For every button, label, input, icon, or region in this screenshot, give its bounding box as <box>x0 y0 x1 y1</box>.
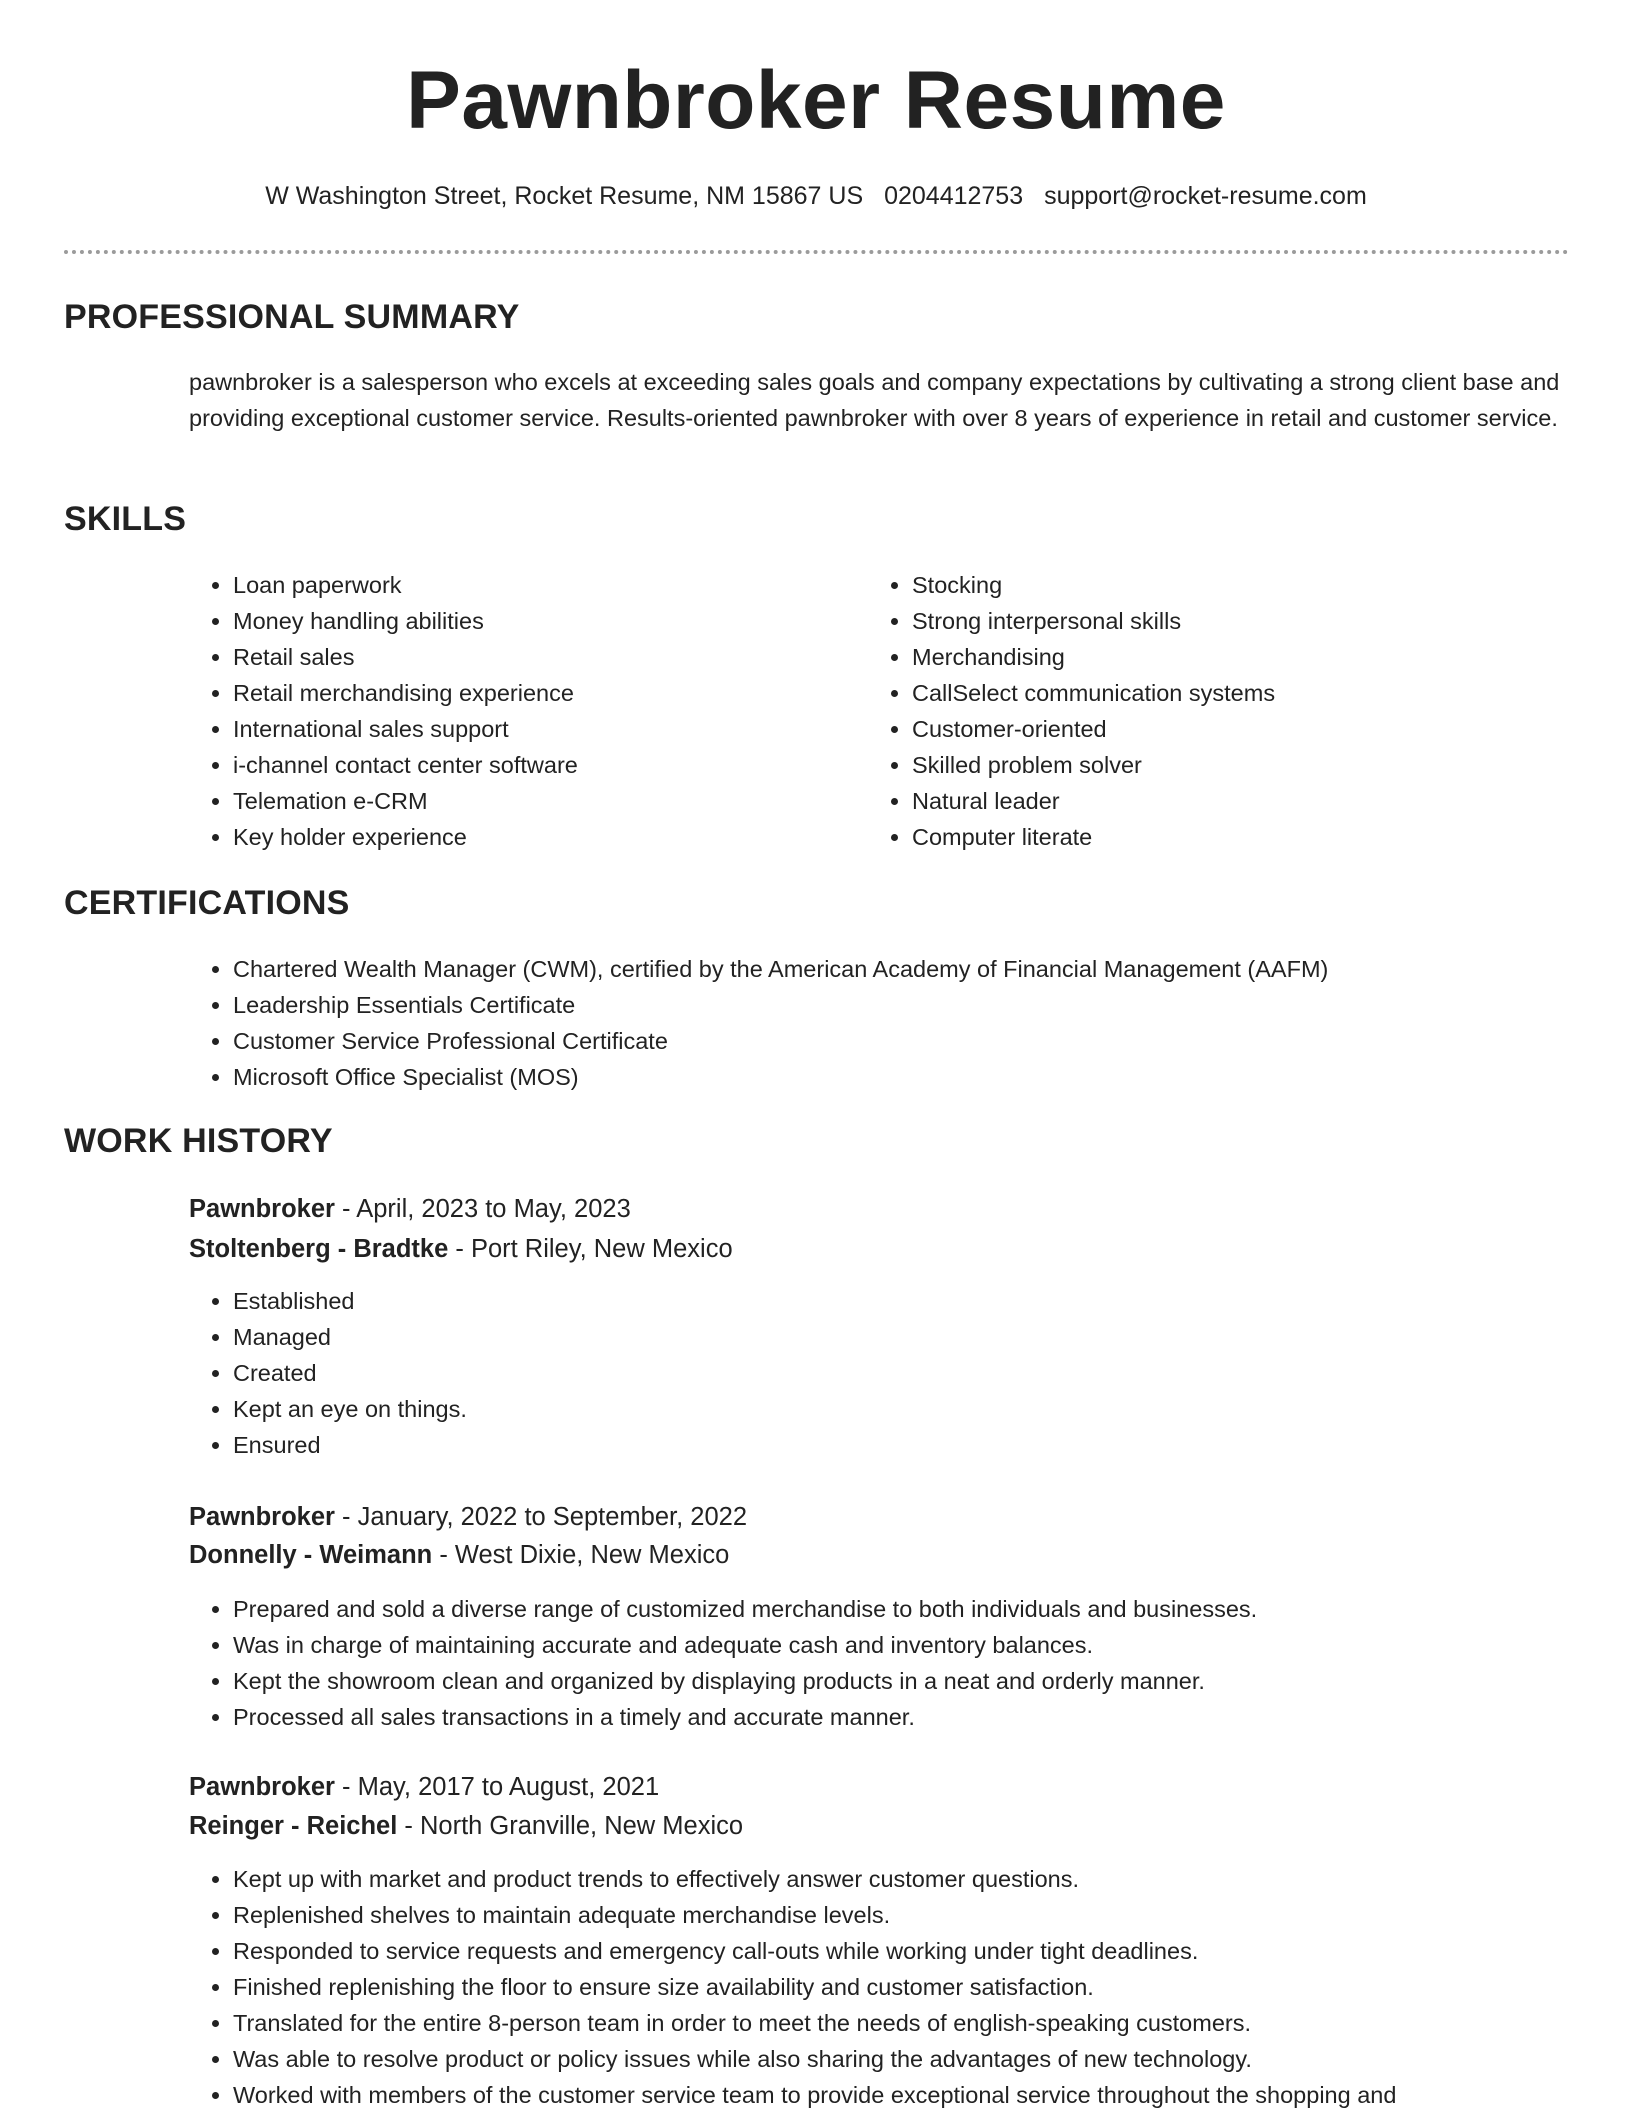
job-company-line <box>189 1808 743 1844</box>
skills-list-left <box>189 567 853 855</box>
list-item: • Created <box>233 1355 1613 1391</box>
job-role: Pawnbroker <box>189 1503 335 1531</box>
job-company: Stoltenberg - Bradtke <box>189 1235 449 1263</box>
skills-list-right <box>868 567 1572 855</box>
list-item: • Skilled problem solver <box>912 747 1572 783</box>
job-dates: - May, 2017 to August, 2021 <box>334 1773 660 1801</box>
list-item: • Microsoft Office Specialist (MOS) <box>233 1059 1613 1095</box>
list-item: • Computer literate <box>912 819 1572 855</box>
list-item: • Customer Service Professional Certificate <box>233 1023 1613 1059</box>
list-item: • Worked with members of the customer service team to provide exceptional service throughout the shopping and <box>233 2077 1613 2112</box>
list-item: • Kept the showroom clean and organized by displaying products in a neat and orderly manner. <box>233 1663 1613 1699</box>
job-company: Donnelly - Weimann <box>189 1541 433 1569</box>
contact-address: W Washington Street, Rocket Resume, NM 15867 US <box>265 182 864 210</box>
list-item: • Leadership Essentials Certificate <box>233 987 1613 1023</box>
list-item: • Merchandising <box>912 639 1572 675</box>
list-item: • Customer-oriented <box>912 711 1572 747</box>
list-item: • Telemation e-CRM <box>233 783 853 819</box>
list-item: • Stocking <box>912 567 1572 603</box>
list-item: • Natural leader <box>912 783 1572 819</box>
list-item: • Responded to service requests and emergency call-outs while working under tight deadlines. <box>233 1933 1613 1969</box>
job-bullets <box>189 1591 1613 1735</box>
job-title-line <box>189 1499 747 1535</box>
work-history-heading: WORK HISTORY <box>64 1122 333 1160</box>
list-item: • Ensured <box>233 1427 1613 1463</box>
page-title: Pawnbroker Resume <box>406 55 1226 146</box>
list-item: • Prepared and sold a diverse range of customized merchandise to both individuals and businesses. <box>233 1591 1613 1627</box>
list-item: • Established <box>233 1283 1613 1319</box>
skills-heading: SKILLS <box>64 500 187 538</box>
job-company-line <box>189 1231 733 1267</box>
list-item: • Managed <box>233 1319 1613 1355</box>
list-item: • Retail sales <box>233 639 853 675</box>
contact-email: support@rocket-resume.com <box>1044 182 1367 210</box>
list-item: • Retail merchandising experience <box>233 675 853 711</box>
list-item: • Chartered Wealth Manager (CWM), certified by the American Academy of Financial Management (AAFM) <box>233 951 1613 987</box>
list-item: • Translated for the entire 8-person team in order to meet the needs of english-speaking customers. <box>233 2005 1613 2041</box>
summary-text: pawnbroker is a salesperson who excels at exceeding sales goals and company expectations by cultivating a strong client base and providing exceptional customer service. Results-oriented pawnbroker with over 8 years of experience in retail and customer service. <box>189 369 1560 431</box>
list-item: • Kept an eye on things. <box>233 1391 1613 1427</box>
job-dates: - April, 2023 to May, 2023 <box>334 1195 631 1223</box>
job-dates: - January, 2022 to September, 2022 <box>334 1503 748 1531</box>
job-bullets <box>189 1283 1613 1463</box>
list-item: • CallSelect communication systems <box>912 675 1572 711</box>
contact-phone: 0204412753 <box>884 182 1024 210</box>
job-company: Reinger - Reichel <box>189 1812 398 1840</box>
list-item: • Strong interpersonal skills <box>912 603 1572 639</box>
list-item: • Processed all sales transactions in a timely and accurate manner. <box>233 1699 1613 1735</box>
list-item: • Replenished shelves to maintain adequate merchandise levels. <box>233 1897 1613 1933</box>
list-item: • International sales support <box>233 711 853 747</box>
list-item: • Finished replenishing the floor to ensure size availability and customer satisfaction. <box>233 1969 1613 2005</box>
job-role: Pawnbroker <box>189 1195 335 1223</box>
list-item: • Loan paperwork <box>233 567 853 603</box>
job-bullets <box>189 1861 1613 2112</box>
job-location: - Port Riley, New Mexico <box>448 1235 733 1263</box>
job-title-line <box>189 1191 631 1227</box>
list-item: • Key holder experience <box>233 819 853 855</box>
summary-heading: PROFESSIONAL SUMMARY <box>64 298 520 336</box>
list-item: • Was able to resolve product or policy issues while also sharing the advantages of new technology. <box>233 2041 1613 2077</box>
job-location: - North Granville, New Mexico <box>397 1812 744 1840</box>
list-item: • Kept up with market and product trends to effectively answer customer questions. <box>233 1861 1613 1897</box>
list-item: • Money handling abilities <box>233 603 853 639</box>
job-role: Pawnbroker <box>189 1773 335 1801</box>
certifications-heading: CERTIFICATIONS <box>64 884 350 922</box>
certifications-list <box>189 951 1613 1095</box>
list-item: • i-channel contact center software <box>233 747 853 783</box>
contact-line <box>0 182 1632 211</box>
job-title-line <box>189 1769 659 1805</box>
job-company-line <box>189 1537 729 1573</box>
job-location: - West Dixie, New Mexico <box>432 1541 730 1569</box>
list-item: • Was in charge of maintaining accurate and adequate cash and inventory balances. <box>233 1627 1613 1663</box>
header-divider <box>64 250 1569 254</box>
